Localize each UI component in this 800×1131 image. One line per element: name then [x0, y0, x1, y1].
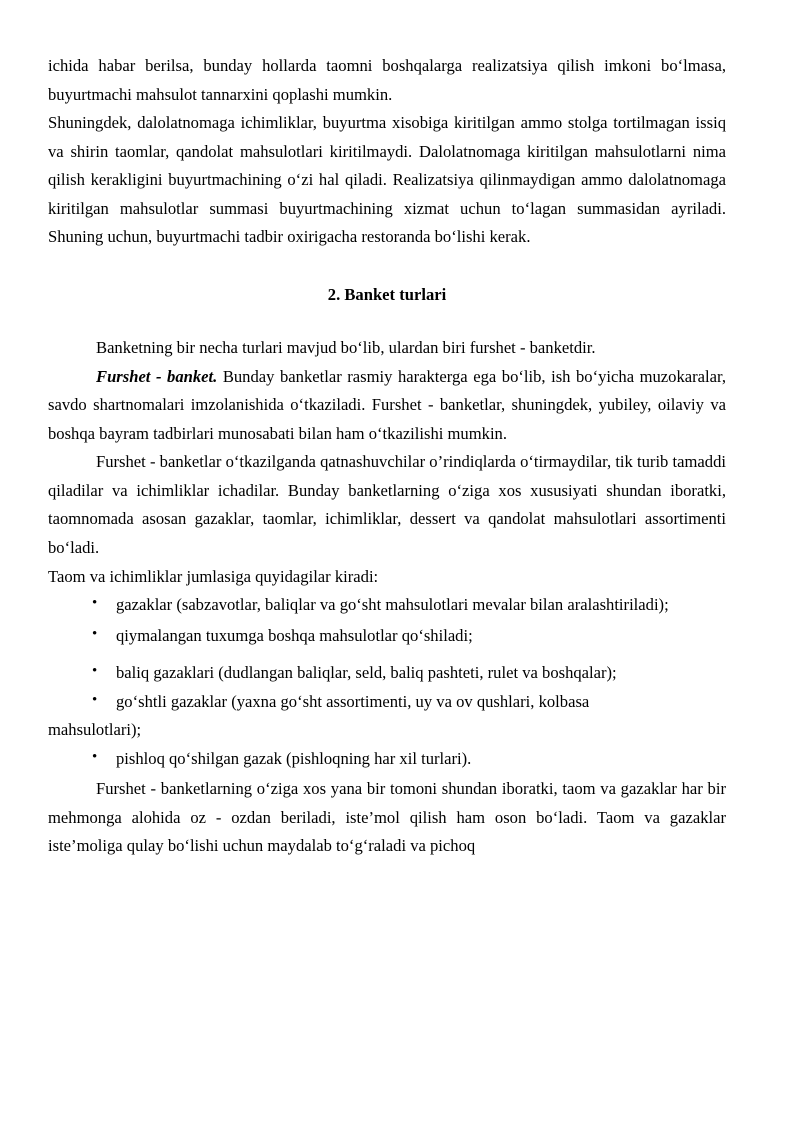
- bullet-list-second: [48, 659, 726, 716]
- list-intro: Taom va ichimliklar jumlasiga quyidagilar kiradi:: [48, 566, 379, 586]
- bullet-list-first: [48, 591, 726, 650]
- paragraph-final: Furshet - banketlarning o‘ziga xos yana bir tomoni shundan iboratki, taom va gazaklar har bir mehmonga alohida oz - ozdan beriladi, iste’mol qilish ham oson bo‘ladi. Taom va gazaklar iste’moliga qulay bo‘lishi uchun maydalab to‘g‘raladi va pichoq: [48, 779, 726, 856]
- paragraph-definition: [48, 363, 726, 449]
- paragraph-furshet: Furshet - banketlar o‘tkazilganda qatnashuvchilar o’rindiqlarda o‘tirmaydilar, tik turib tamaddi qiladilar va ichimliklar ichadilar. Bunday banketlarning o‘ziga xos xususiyati shundan iboratki, taomnomada asosan gazaklar, taomlar, ichimliklar, dessert va qandolat mahsulotlari assortimenti bo‘ladi.: [48, 452, 726, 557]
- list-item: • gazaklar (sabzavotlar, baliqlar va go‘sht mahsulotlari mevalar bilan aralashtiriladi);: [78, 591, 726, 620]
- paragraph-top-2: Shuningdek, dalolatnomaga ichimliklar, buyurtma xisobiga kiritilgan ammo stolga tortilmagan issiq va shirin taomlar, qandolat mahsulotlari kiritilmaydi. Dalolatnomaga kiritilgan mahsulotlarni nima qilish kerakligini buyurtmachining o‘zi hal qiladi. Realizatsiya qilinmaydigan ammo dalolatnomaga kiritilgan mahsulotlar summasi buyurtmachining xizmat uchun to‘lagan summasidan ayriladi. Shuning uchun, buyurtmachi tadbir oxirigacha restoranda bo‘lishi kerak.: [48, 113, 726, 247]
- list-item: • qiymalangan tuxumga boshqa mahsulotlar qo‘shiladi;: [78, 622, 726, 651]
- list-item: • go‘shtli gazaklar (yaxna go‘sht assortimenti, uy va ov qushlari, kolbasa: [78, 688, 726, 717]
- paragraph-after-heading: Banketning bir necha turlari mavjud bo‘lib, ulardan biri furshet - banketdir.: [96, 338, 596, 358]
- paragraph-top-1: ichida habar berilsa, bunday hollarda taomni boshqalarga realizatsiya qilish imkoni bo‘lmasa, buyurtmachi mahsulot tannarxini qoplashi mumkin.: [48, 56, 726, 104]
- definition-text: Bunday banketlar rasmiy harakterga ega bo‘lib, ish bo‘yicha muzokaralar, savdo shartnomalari imzolanishida o‘tkaziladi. Furshet - banketlar, shuningdek, yubiley, oilaviy va boshqa bayram tadbirlari munosabati bilan ham o‘tkazilishi mumkin.: [48, 366, 727, 443]
- list-continuation: mahsulotlari);: [48, 720, 142, 740]
- bullet-list-third: [48, 745, 726, 774]
- list-item: • baliq gazaklari (dudlangan baliqlar, seld, baliq pashteti, rulet va boshqalar);: [78, 659, 726, 688]
- definition-term: Furshet - banket.: [96, 366, 218, 386]
- list-spacer: [48, 652, 726, 659]
- list-item: • pishloq qo‘shilgan gazak (pishloqning har xil turlari).: [78, 745, 726, 774]
- section-heading: 2. Banket turlari: [327, 284, 447, 304]
- document-body: [48, 52, 726, 861]
